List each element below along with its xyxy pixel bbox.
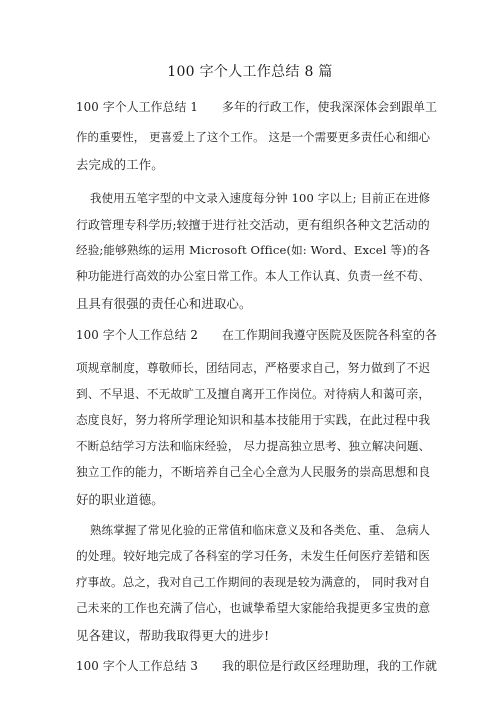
text-line: 的处理。较好地完成了各科室的学习任务，未发生任何医疗差错和医 — [76, 549, 431, 563]
section-2-heading: 100 字个人工作总结 2 — [76, 328, 199, 342]
text-line: 己未来的工作也充满了信心，也诚挚希望大家能给我提更多宝贵的意 — [76, 601, 431, 615]
section-3-heading: 100 字个人工作总结 3 — [76, 659, 199, 673]
text-line: 去完成的工作。 — [76, 157, 164, 172]
text-line: 见各建议，帮助我取得更大的进步! — [76, 628, 270, 643]
text-line: 多年的行政工作，使我深深体会到跟单工 — [222, 100, 438, 114]
text-line: 我的职位是行政区经理助理，我的工作就 — [222, 659, 438, 673]
document-title: 100 字个人工作总结 8 篇 — [167, 64, 333, 80]
text-line: 我使用五笔字型的中文录入速度每分钟 100 字以上; 目前正在进修 — [90, 191, 431, 205]
text-line: 好的职业道德。 — [76, 492, 164, 507]
text-line: 且具有很强的责任心和进取心。 — [76, 296, 252, 311]
text-line: 在工作期间我遵守医院及医院各科室的各 — [222, 328, 438, 342]
section-3-first-line — [76, 657, 437, 674]
section-1-first-line — [76, 98, 437, 115]
text-line: 作的重要性， 更喜爱上了这个工作。 这是一个需要更多责任心和细心 — [76, 130, 431, 144]
text-line: 态度良好，努力将所学理论知识和基本技能用于实践，在此过程中我 — [76, 413, 431, 427]
text-line: 不断总结学习方法和临床经验， 尽力提高独立思考、独立解决问题、 — [76, 439, 431, 453]
text-line: 种功能进行高效的办公室日常工作。本人工作认真、负责一丝不苟、 — [76, 269, 431, 283]
text-line: 经验;能够熟练的运用 Microsoft Office(如: Word、Excel 等)的各 — [76, 243, 431, 257]
text-line: 疗事故。总之，我对自己工作期间的表现是较为满意的， 同时我对自 — [76, 575, 431, 589]
section-2-first-line — [76, 326, 437, 343]
text-line: 熟练掌握了常见化验的正常值和临床意义及和各类危、重、 急病人 — [90, 523, 431, 537]
text-line: 项规章制度，尊敬师长，团结同志，严格要求自己，努力做到了不迟 — [76, 361, 431, 375]
text-line: 行政管理专科学历;较擅于进行社交活动，更有组织各种文艺活动的 — [76, 218, 430, 232]
text-line: 到、不早退、不无故旷工及擅自离开工作岗位。对待病人和蔼可亲， — [76, 387, 431, 401]
text-line: 独立工作的能力，不断培养自己全心全意为人民服务的崇高思想和良 — [76, 465, 431, 479]
section-1-heading: 100 字个人工作总结 1 — [76, 100, 199, 114]
